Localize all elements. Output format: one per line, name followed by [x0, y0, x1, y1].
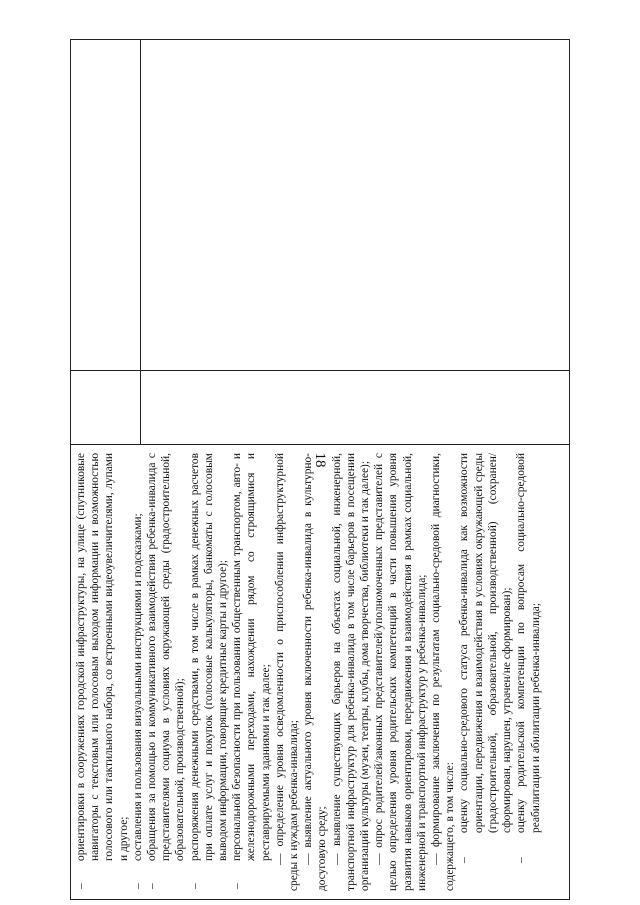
dash-marker: –	[131, 883, 144, 889]
empty-cell	[141, 40, 570, 371]
dash-marker: –	[75, 883, 87, 889]
dash-marker: –	[458, 857, 471, 863]
list-item	[131, 453, 145, 891]
dash-marker: –	[231, 883, 244, 889]
paragraph	[429, 453, 457, 891]
list-item	[74, 453, 131, 891]
page-number: 18	[312, 452, 328, 468]
list-item-text: персональной безопасности при пользовании общественным транспортом, авто- и железнодорожными переходами, нахождении рядом со строящимися и реставрируемыми зданиями и так далее;	[231, 453, 272, 861]
empty-cell	[71, 371, 141, 445]
list-item	[145, 453, 188, 891]
paragraph	[301, 453, 329, 891]
paragraph-text: выявление существующих барьеров на объектах социальной, инженерной, транспортной инфраструктур для ребенка-инвалида в том числе барьеров в посещении организаций культуры (музеи, театры, клубы, дома творчества, библиотеки и так далее);	[330, 453, 372, 891]
paragraph-text: определение уровня осведомленности о приспособлении инфраструктурной среды к нуждам ребенка-инвалида;	[273, 453, 301, 891]
em-dash: —	[330, 853, 343, 865]
sub-item-text: оценку родительской компетенции по вопросам социально-средовой реабилитации и абилитации ребенка-инвалида;	[515, 453, 542, 833]
em-dash: —	[302, 853, 315, 865]
sub-list-item	[457, 453, 514, 891]
list-item	[188, 453, 231, 891]
sub-item-text: оценку социально-средового статуса ребенка-инвалида как возможности ориентации, передвижения и взаимодействия в условиях окружающей среды (градостроительной, образовательной, производственной) (сохранен/ сформирован, нарушен, утрачен/не сформирован);	[458, 453, 514, 833]
paragraph	[372, 453, 429, 891]
rotated-page-content	[70, 40, 570, 900]
empty-cell	[71, 40, 141, 371]
main-text-cell	[71, 445, 570, 900]
em-dash: —	[273, 853, 286, 865]
list-item-text: ориентировки в сооружениях городской инфраструктуры, на улице (спутниковые навигаторы с текстовым или голосовым выходом информации и возможностью голосового или тактильного набора, со встроенными видеоувеличителями, лупами и другое;	[75, 453, 130, 861]
list-item-text: распоряжения денежными средствами, в том числе в рамках денежных расчетов при оплате услуг и покупок (голосовые калькуляторы, банкоматы с голосовым выводом информации, говорящие кредитные карты и другое);	[188, 453, 230, 861]
paragraph-text: опрос родителей/законных представителей/уполномоченных представителей с целью определения уровня родительских компетенций в части повышения уровня развития навыков ориентировки, передвижения и взаимодействия в рамках социальной, инженерной и транспортной инфраструктур у ребенка-инвалида;	[373, 453, 428, 891]
em-dash: —	[430, 853, 443, 865]
sub-list-item	[514, 453, 542, 891]
empty-cell	[141, 371, 570, 445]
paragraph	[273, 453, 301, 891]
paragraph	[330, 453, 373, 891]
dash-marker: –	[515, 857, 528, 863]
dash-marker: –	[188, 883, 201, 889]
dash-marker: –	[146, 883, 159, 889]
list-item-text: обращения за помощью и коммуникативного взаимодействия ребенка-инвалида с представителями социума в условиях окружающей среды (градостроительной, образовательной, производственной);	[146, 453, 187, 861]
list-item-text: составления и пользования визуальными инструкциями и подсказками;	[131, 513, 144, 861]
list-item	[230, 453, 273, 891]
paragraph-text: выявление актуального уровня включенности ребенка-инвалида в культурно-досуговую среду;	[302, 453, 329, 891]
document-table	[70, 39, 570, 900]
paragraph-text: формирование заключения по результатам социально-средовой диагностики, содержащего, в том числе:	[430, 453, 457, 891]
em-dash: —	[373, 853, 386, 865]
